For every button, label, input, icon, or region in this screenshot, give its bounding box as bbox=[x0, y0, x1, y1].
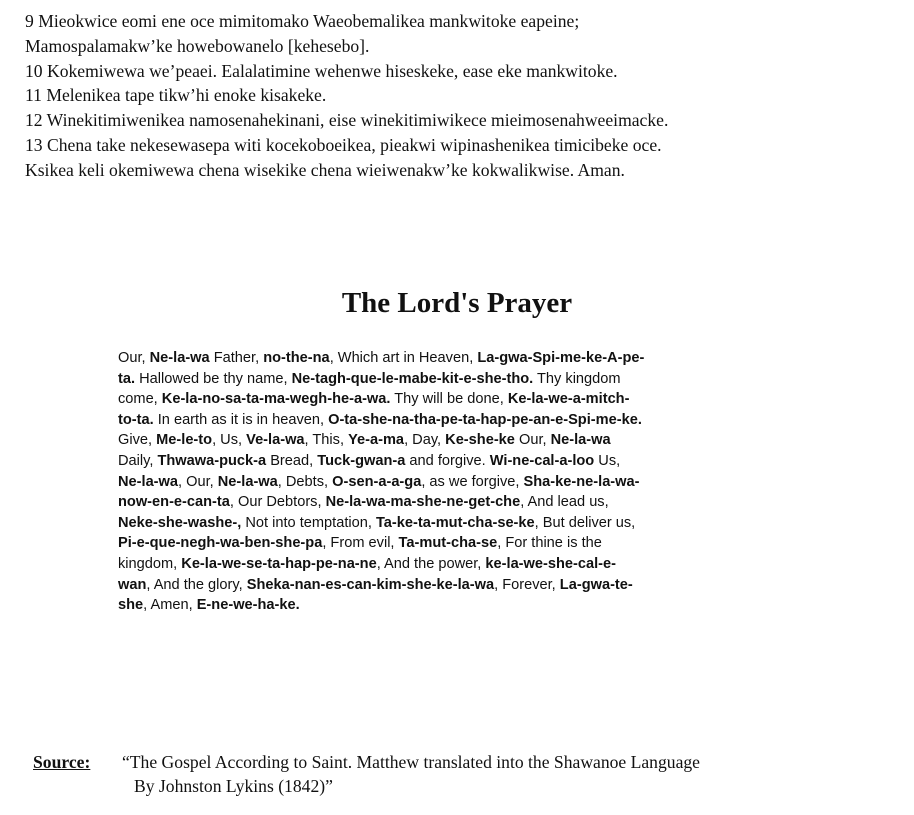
shawnee-word: Ke-la-we-a-mitch- bbox=[507, 391, 630, 408]
shawnee-word: Ne-la-wa-ma-she-ne-get-che bbox=[325, 494, 521, 511]
english-text: , Debts, bbox=[277, 473, 333, 490]
shawnee-word: Ne-la-wa bbox=[550, 432, 611, 449]
prayer-line bbox=[118, 348, 822, 369]
verse-line: 10 Kokemiwewa we’peaei. Ealalatimine wehenwe hiseskeke, ease eke mankwitoke. bbox=[25, 60, 618, 81]
shawnee-word: Sha-ke-ne-la-wa- bbox=[523, 473, 640, 490]
shawnee-word: Pi-e-que-negh-wa-ben-she-pa bbox=[118, 535, 323, 552]
shawnee-word: ta. bbox=[118, 370, 136, 387]
english-text: , Amen, bbox=[143, 597, 197, 614]
english-text: Bread, bbox=[266, 452, 318, 469]
english-text: , Forever, bbox=[494, 576, 560, 593]
shawnee-word: wan bbox=[118, 576, 147, 593]
prayer-line bbox=[118, 513, 822, 534]
english-text: Our, bbox=[514, 432, 551, 449]
shawnee-word: Ve-la-wa bbox=[246, 432, 305, 449]
verse-line: Mamospalamakw’ke howebowanelo [kehesebo]. bbox=[25, 35, 370, 56]
shawnee-word: La-gwa-te- bbox=[559, 576, 633, 593]
english-text: , From evil, bbox=[322, 535, 399, 552]
shawnee-word: O-ta-she-na-tha-pe-ta-hap-pe-an-e-Spi-me-ke. bbox=[328, 411, 642, 428]
english-text: , Our, bbox=[178, 473, 218, 490]
shawnee-word: La-gwa-Spi-me-ke-A-pe- bbox=[477, 350, 645, 366]
shawnee-word: Ye-a-ma bbox=[348, 432, 405, 449]
english-text: and forgive. bbox=[405, 452, 490, 469]
shawnee-word: O-sen-a-a-ga bbox=[332, 473, 422, 490]
shawnee-word: no-the-na bbox=[263, 350, 330, 366]
prayer-line bbox=[118, 472, 822, 493]
english-text: , And lead us, bbox=[520, 494, 609, 511]
prayer-line bbox=[118, 492, 822, 513]
shawnee-word: ke-la-we-she-cal-e- bbox=[485, 555, 617, 572]
english-text: Give, bbox=[118, 432, 157, 449]
verses-block bbox=[25, 9, 905, 183]
shawnee-word: Ta-mut-cha-se bbox=[398, 535, 498, 552]
verse-line: 11 Melenikea tape tikw’hi enoke kisakeke. bbox=[25, 85, 327, 106]
english-text: , And the glory, bbox=[146, 576, 247, 593]
english-text: , as we forgive, bbox=[421, 473, 524, 490]
verse-line: 13 Chena take nekesewasepa witi kocekoboeikea, pieakwi wipinashenikea timicibeke oce. bbox=[25, 134, 662, 155]
shawnee-word: Ta-ke-ta-mut-cha-se-ke bbox=[375, 514, 535, 531]
shawnee-word: now-en-e-can-ta bbox=[118, 494, 230, 511]
shawnee-word: Ke-she-ke bbox=[445, 432, 515, 449]
english-text: , This, bbox=[304, 432, 349, 449]
shawnee-word: Neke-she-washe-, bbox=[118, 514, 242, 531]
prayer-line bbox=[118, 595, 822, 616]
shawnee-word: Me-le-to bbox=[156, 432, 213, 449]
english-text: Us, bbox=[594, 452, 621, 469]
shawnee-word: Sheka-nan-es-can-kim-she-ke-la-wa bbox=[246, 576, 495, 593]
prayer-line bbox=[118, 533, 822, 554]
english-text: In earth as it is in heaven, bbox=[153, 411, 329, 428]
prayer-line bbox=[118, 389, 822, 410]
english-text: Thy will be done, bbox=[390, 391, 508, 408]
prayer-line bbox=[118, 430, 822, 451]
shawnee-word: Thwawa-puck-a bbox=[157, 452, 267, 469]
verse-line: 9 Mieokwice eomi ene oce mimitomako Waeobemalikea mankwitoke eapeine; bbox=[25, 11, 580, 31]
source-citation bbox=[33, 750, 908, 796]
prayer-line bbox=[118, 575, 822, 596]
shawnee-word: Ne-tagh-que-le-mabe-kit-e-she-tho. bbox=[291, 370, 534, 387]
shawnee-word: E-ne-we-ha-ke. bbox=[196, 597, 300, 614]
english-text: Our, bbox=[118, 350, 150, 366]
english-text: Not into temptation, bbox=[241, 514, 376, 531]
english-text: , Our Debtors, bbox=[229, 494, 326, 511]
english-text: Thy kingdom bbox=[533, 370, 621, 387]
shawnee-word: Ke-la-we-se-ta-hap-pe-na-ne bbox=[181, 555, 377, 572]
shawnee-word: Tuck-gwan-a bbox=[317, 452, 406, 469]
prayer-block bbox=[118, 348, 822, 616]
prayer-line bbox=[118, 410, 822, 431]
shawnee-word: Ke-la-no-sa-ta-ma-wegh-he-a-wa. bbox=[161, 391, 391, 408]
english-text: kingdom, bbox=[118, 555, 182, 572]
source-text-line1: “The Gospel According to Saint. Matthew translated into the Shawanoe Language bbox=[122, 752, 700, 772]
shawnee-word: Ne-la-wa bbox=[118, 473, 179, 490]
english-text: come, bbox=[118, 391, 162, 408]
prayer-line bbox=[118, 554, 822, 575]
shawnee-word: Ne-la-wa bbox=[149, 350, 210, 366]
english-text: Father, bbox=[209, 350, 264, 366]
prayer-line bbox=[118, 451, 822, 472]
shawnee-word: to-ta. bbox=[118, 411, 154, 428]
english-text: Daily, bbox=[118, 452, 158, 469]
english-text: Hallowed be thy name, bbox=[135, 370, 292, 387]
source-text-line2: By Johnston Lykins (1842)” bbox=[134, 776, 333, 796]
english-text: , Which art in Heaven, bbox=[329, 350, 478, 366]
english-text: , Us, bbox=[212, 432, 247, 449]
english-text: , But deliver us, bbox=[534, 514, 636, 531]
prayer-line bbox=[118, 369, 822, 390]
shawnee-word: she bbox=[118, 597, 144, 614]
shawnee-word: Wi-ne-cal-a-loo bbox=[489, 452, 595, 469]
english-text: , Day, bbox=[404, 432, 446, 449]
shawnee-word: Ne-la-wa bbox=[217, 473, 278, 490]
english-text: , For thine is the bbox=[497, 535, 602, 552]
source-label: Source: bbox=[33, 752, 91, 772]
verse-line: 12 Winekitimiwenikea namosenahekinani, eise winekitimiwikece mieimosenahweeimacke. bbox=[25, 110, 669, 131]
page-title: The Lord's Prayer bbox=[341, 287, 573, 319]
english-text: , And the power, bbox=[376, 555, 486, 572]
verse-line: Ksikea keli okemiwewa chena wisekike chena wieiwenakw’ke kokwalikwise. Aman. bbox=[25, 159, 625, 180]
